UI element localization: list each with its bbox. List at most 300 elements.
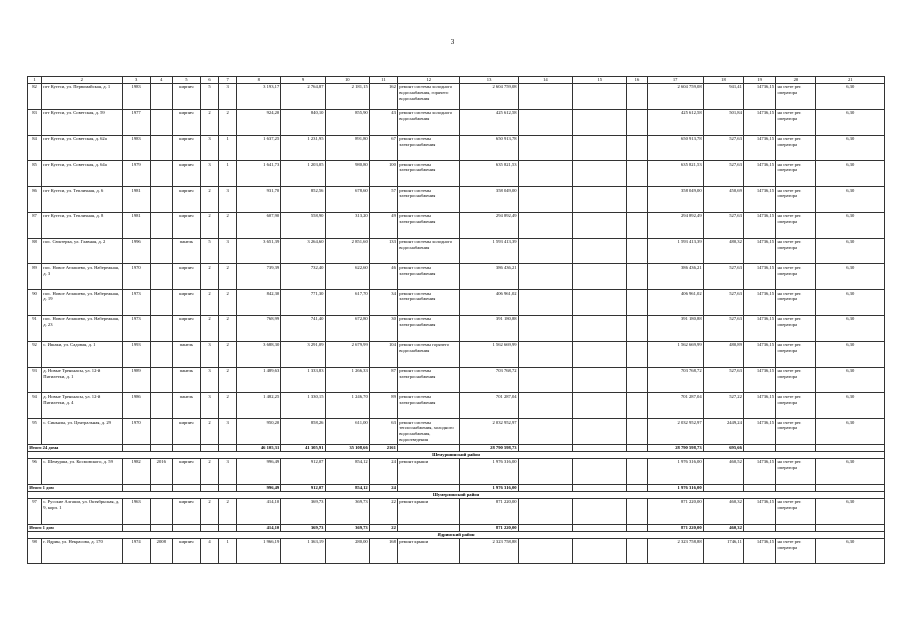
table-cell: 5 bbox=[200, 238, 218, 264]
table-cell bbox=[150, 290, 172, 316]
table-cell bbox=[150, 419, 172, 445]
table-cell bbox=[573, 187, 627, 213]
table-cell: 100 bbox=[369, 161, 397, 187]
table-cell: на счете рег. оператора bbox=[776, 161, 816, 187]
district-heading-row bbox=[28, 451, 885, 458]
table-cell: 6,30 bbox=[816, 161, 885, 187]
table-cell bbox=[518, 161, 572, 187]
table-cell: 82 bbox=[28, 84, 42, 110]
table-cell bbox=[573, 538, 627, 564]
table-cell bbox=[627, 316, 647, 342]
table-cell: 950,20 bbox=[237, 419, 281, 445]
table-cell: 1 966,19 bbox=[237, 538, 281, 564]
total-cell: 2161 bbox=[369, 444, 397, 451]
table-cell: 2 bbox=[219, 212, 237, 238]
column-number-cell: 16 bbox=[627, 77, 647, 84]
total-cell: 996,49 bbox=[237, 484, 281, 491]
total-cell bbox=[150, 524, 172, 531]
table-cell: кирпич bbox=[172, 135, 200, 161]
total-cell: 46 105,31 bbox=[237, 444, 281, 451]
table-cell: 14736,15 bbox=[744, 161, 776, 187]
table-cell: 162 bbox=[369, 84, 397, 110]
table-cell: 1981 bbox=[122, 187, 150, 213]
table-cell: 527,22 bbox=[703, 393, 743, 419]
page-number: 3 bbox=[450, 38, 455, 46]
total-row bbox=[28, 444, 885, 451]
table-cell: 1 231,95 bbox=[281, 135, 325, 161]
table-cell: 527,63 bbox=[703, 264, 743, 290]
table-cell: 2 bbox=[200, 419, 218, 445]
table-cell: 14736,15 bbox=[744, 84, 776, 110]
table-cell: 6,30 bbox=[816, 367, 885, 393]
total-label: Итого 1 дом bbox=[28, 484, 123, 491]
table-cell: 480,89 bbox=[703, 341, 743, 367]
table-cell: пгт Кугеси, ул. Тепличная, д. 6 bbox=[42, 187, 122, 213]
table-cell: на счете рег. оператора bbox=[776, 84, 816, 110]
table-cell: 86 bbox=[28, 187, 42, 213]
table-cell: 871 220,00 bbox=[460, 498, 518, 524]
table-cell: 2 032 952,97 bbox=[647, 419, 703, 445]
total-cell bbox=[703, 484, 743, 491]
total-cell bbox=[816, 484, 885, 491]
total-cell: 414,10 bbox=[237, 524, 281, 531]
table-cell: 1986 bbox=[122, 393, 150, 419]
table-cell: 2 bbox=[200, 264, 218, 290]
table-body bbox=[28, 77, 885, 564]
table-cell: 1970 bbox=[122, 419, 150, 445]
table-cell bbox=[518, 538, 572, 564]
table-row bbox=[28, 341, 885, 367]
table-cell: ремонт системы электроснабжения bbox=[398, 290, 460, 316]
total-cell: 871 220,00 bbox=[460, 524, 518, 531]
table-cell: 2 bbox=[200, 498, 218, 524]
table-cell: 2 679,99 bbox=[325, 341, 369, 367]
table-cell: 14736,15 bbox=[744, 498, 776, 524]
table-cell: 1 bbox=[219, 161, 237, 187]
table-cell: 93 bbox=[28, 367, 42, 393]
table-cell: 1 593 413,39 bbox=[647, 238, 703, 264]
table-cell: 2 604 759,08 bbox=[647, 84, 703, 110]
table-cell bbox=[627, 238, 647, 264]
total-label: Итого 24 дома bbox=[28, 444, 123, 451]
total-cell bbox=[627, 484, 647, 491]
table-cell: 941,41 bbox=[703, 84, 743, 110]
table-cell bbox=[150, 393, 172, 419]
table-cell: 1 641,73 bbox=[237, 161, 281, 187]
table-cell: 1977 bbox=[122, 109, 150, 135]
column-number-cell: 19 bbox=[744, 77, 776, 84]
table-cell: 2 323 758,88 bbox=[647, 538, 703, 564]
table-cell: 2449,24 bbox=[703, 419, 743, 445]
table-cell: кирпич bbox=[172, 84, 200, 110]
table-row bbox=[28, 316, 885, 342]
table-cell: 391 180,88 bbox=[460, 316, 518, 342]
table-cell bbox=[627, 212, 647, 238]
table-cell: 4 bbox=[200, 538, 218, 564]
table-cell: 2 bbox=[219, 109, 237, 135]
table-cell: 771,30 bbox=[281, 290, 325, 316]
table-cell: на счете рег. оператора bbox=[776, 316, 816, 342]
table-cell: 313,20 bbox=[325, 212, 369, 238]
total-cell bbox=[150, 444, 172, 451]
total-cell bbox=[172, 484, 200, 491]
total-cell bbox=[122, 484, 150, 491]
table-cell: 14736,15 bbox=[744, 458, 776, 484]
table-cell bbox=[573, 498, 627, 524]
table-cell bbox=[627, 538, 647, 564]
table-cell: 14736,15 bbox=[744, 187, 776, 213]
table-cell: 386 436,21 bbox=[460, 264, 518, 290]
total-cell bbox=[122, 524, 150, 531]
table-cell: 14736,15 bbox=[744, 367, 776, 393]
table-cell: 2 bbox=[219, 264, 237, 290]
total-cell bbox=[518, 484, 572, 491]
table-cell: пос. Новое Атлашево, ул. Набережная, д. 3 bbox=[42, 264, 122, 290]
table-cell: 1981 bbox=[122, 212, 150, 238]
table-cell bbox=[518, 498, 572, 524]
table-cell: 1 333,83 bbox=[281, 367, 325, 393]
total-cell bbox=[200, 524, 218, 531]
column-number-cell: 12 bbox=[398, 77, 460, 84]
total-cell: 912,07 bbox=[281, 484, 325, 491]
table-cell: ремонт крыши bbox=[398, 538, 460, 564]
table-cell: 855,90 bbox=[325, 109, 369, 135]
table-cell bbox=[518, 109, 572, 135]
table-cell: 3 bbox=[219, 238, 237, 264]
total-cell bbox=[744, 484, 776, 491]
table-cell: кирпич bbox=[172, 458, 200, 484]
table-cell: 94 bbox=[28, 393, 42, 419]
table-cell: 6,30 bbox=[816, 212, 885, 238]
column-number-cell: 3 bbox=[122, 77, 150, 84]
table-cell: 6,30 bbox=[816, 458, 885, 484]
table-cell: д. Новые Тренькасы, ул. 12-й Пятилетки, д. 4 bbox=[42, 393, 122, 419]
table-cell bbox=[518, 458, 572, 484]
table-cell: 1 593 413,39 bbox=[460, 238, 518, 264]
table-cell: 3 651,39 bbox=[237, 238, 281, 264]
table-cell: кирпич bbox=[172, 538, 200, 564]
table-cell bbox=[573, 458, 627, 484]
table-cell: 14736,15 bbox=[744, 264, 776, 290]
table-cell: 3 bbox=[200, 135, 218, 161]
table-cell bbox=[573, 264, 627, 290]
table-cell: 2 bbox=[219, 367, 237, 393]
table-cell: 63 bbox=[369, 419, 397, 445]
table-cell: 133 bbox=[369, 238, 397, 264]
table-cell: 6,30 bbox=[816, 109, 885, 135]
column-number-cell: 1 bbox=[28, 77, 42, 84]
table-cell: пгт Кугеси, ул. Тепличная, д. 8 bbox=[42, 212, 122, 238]
table-cell: 701 287,04 bbox=[647, 393, 703, 419]
table-cell: с. Шемурша, ул. Космовского, д. 59 bbox=[42, 458, 122, 484]
table-cell: 1 bbox=[219, 135, 237, 161]
table-cell: на счете рег. оператора bbox=[776, 458, 816, 484]
table-cell: г. Ядрин, ул. Некрасова, д. 170 bbox=[42, 538, 122, 564]
table-cell: 3 bbox=[200, 341, 218, 367]
total-cell bbox=[627, 524, 647, 531]
table-cell: ремонт системы электроснабжения bbox=[398, 393, 460, 419]
total-cell: 854,12 bbox=[325, 484, 369, 491]
table-cell: ремонт системы теплоснабжения, холодного водоснабжения, водоотведения bbox=[398, 419, 460, 445]
table-cell: 501,84 bbox=[703, 109, 743, 135]
table-cell: на счете рег. оператора bbox=[776, 212, 816, 238]
table-cell: 406 961,02 bbox=[460, 290, 518, 316]
table-cell: 358 049,00 bbox=[460, 187, 518, 213]
total-cell: 1 976 316,00 bbox=[460, 484, 518, 491]
table-cell: 1 330,15 bbox=[281, 393, 325, 419]
column-number-cell: 2 bbox=[42, 77, 122, 84]
table-cell: 6,30 bbox=[816, 393, 885, 419]
table-cell: 2 851,60 bbox=[325, 238, 369, 264]
table-cell: пос. Новое Атлашево, ул. Набережная, д. 19 bbox=[42, 290, 122, 316]
table-cell: ремонт системы электроснабжения bbox=[398, 212, 460, 238]
table-cell bbox=[573, 290, 627, 316]
table-cell bbox=[627, 419, 647, 445]
table-cell: 1979 bbox=[122, 161, 150, 187]
total-cell bbox=[200, 444, 218, 451]
table-cell: 3 264,60 bbox=[281, 238, 325, 264]
table-row bbox=[28, 84, 885, 110]
table-cell bbox=[627, 367, 647, 393]
table-cell: 168 bbox=[369, 538, 397, 564]
column-number-cell: 9 bbox=[281, 77, 325, 84]
table-cell: 46 bbox=[369, 264, 397, 290]
table-cell bbox=[573, 341, 627, 367]
table-cell bbox=[573, 109, 627, 135]
total-cell bbox=[398, 444, 460, 451]
table-cell: ремонт системы холодного водоснабжения, горячего водоснабжения bbox=[398, 84, 460, 110]
table-cell: 87 bbox=[369, 367, 397, 393]
table-cell: 98 bbox=[28, 538, 42, 564]
table-row bbox=[28, 212, 885, 238]
table-cell bbox=[573, 316, 627, 342]
table-cell: на счете рег. оператора bbox=[776, 367, 816, 393]
table-cell: 14736,15 bbox=[744, 109, 776, 135]
table-cell: д. Новые Тренькасы, ул. 12-й Пятилетки, д. 1 bbox=[42, 367, 122, 393]
total-cell bbox=[776, 444, 816, 451]
table-cell: 5 bbox=[200, 84, 218, 110]
column-number-cell: 5 bbox=[172, 77, 200, 84]
table-cell: 2 764,87 bbox=[281, 84, 325, 110]
total-cell bbox=[219, 484, 237, 491]
table-cell: 741,40 bbox=[281, 316, 325, 342]
column-number-cell: 13 bbox=[460, 77, 518, 84]
district-heading: Ядринский район bbox=[28, 531, 885, 538]
table-cell bbox=[573, 135, 627, 161]
total-cell bbox=[776, 524, 816, 531]
table-cell bbox=[627, 109, 647, 135]
table-cell bbox=[150, 367, 172, 393]
table-cell: 2 bbox=[200, 187, 218, 213]
table-cell: ремонт системы электроснабжения bbox=[398, 135, 460, 161]
table-cell: 414,10 bbox=[237, 498, 281, 524]
table-cell: 6,30 bbox=[816, 419, 885, 445]
table-cell: ремонт системы холодного водоснабжения bbox=[398, 109, 460, 135]
total-cell bbox=[200, 484, 218, 491]
table-cell: 678,60 bbox=[325, 187, 369, 213]
table-cell: 1982 bbox=[122, 458, 150, 484]
table-row bbox=[28, 393, 885, 419]
table-cell: 527,63 bbox=[703, 367, 743, 393]
table-cell bbox=[627, 393, 647, 419]
table-cell: с. Синьялы, ул. Центральная, д. 29 bbox=[42, 419, 122, 445]
table-cell: 1 489,63 bbox=[237, 367, 281, 393]
table-cell: 2 bbox=[200, 212, 218, 238]
table-cell bbox=[518, 341, 572, 367]
table-row bbox=[28, 538, 885, 564]
table-cell: 34 bbox=[369, 290, 397, 316]
table-cell: 739,39 bbox=[237, 264, 281, 290]
total-cell bbox=[744, 524, 776, 531]
table-cell: 6,30 bbox=[816, 264, 885, 290]
table-row bbox=[28, 458, 885, 484]
table-cell bbox=[518, 367, 572, 393]
table-cell: 527,63 bbox=[703, 212, 743, 238]
table-cell: 871 220,00 bbox=[647, 498, 703, 524]
table-cell bbox=[150, 187, 172, 213]
table-cell: 88 bbox=[28, 238, 42, 264]
table-cell bbox=[150, 212, 172, 238]
table-cell: на счете рег. оператора bbox=[776, 238, 816, 264]
table-cell: 2 bbox=[219, 290, 237, 316]
table-cell: 1 363,19 bbox=[281, 538, 325, 564]
table-cell: 1 562 669,99 bbox=[460, 341, 518, 367]
table-cell: 460,32 bbox=[703, 498, 743, 524]
table-cell: 650 913,78 bbox=[647, 135, 703, 161]
table-row bbox=[28, 367, 885, 393]
table-cell: 391 180,88 bbox=[647, 316, 703, 342]
table-cell: 1989 bbox=[122, 367, 150, 393]
total-cell: 695,66 bbox=[703, 444, 743, 451]
column-number-cell: 7 bbox=[219, 77, 237, 84]
table-cell: на счете рег. оператора bbox=[776, 187, 816, 213]
table-cell: 294 892,49 bbox=[647, 212, 703, 238]
table-cell: 3 bbox=[200, 367, 218, 393]
table-cell bbox=[627, 290, 647, 316]
table-cell: 980,80 bbox=[325, 161, 369, 187]
column-number-cell: 8 bbox=[237, 77, 281, 84]
table-cell: 24 bbox=[369, 458, 397, 484]
total-cell bbox=[573, 484, 627, 491]
total-row bbox=[28, 524, 885, 531]
table-cell: 1 976 316,00 bbox=[647, 458, 703, 484]
table-cell: кирпич bbox=[172, 212, 200, 238]
table-cell: 2 bbox=[219, 498, 237, 524]
table-cell: 96 bbox=[28, 458, 42, 484]
table-cell bbox=[150, 341, 172, 367]
table-cell: 924,20 bbox=[237, 109, 281, 135]
table-cell: 95 bbox=[28, 419, 42, 445]
total-cell bbox=[398, 524, 460, 531]
total-cell: 460,32 bbox=[703, 524, 743, 531]
table-cell: 931,70 bbox=[237, 187, 281, 213]
table-cell: ремонт крыши bbox=[398, 498, 460, 524]
table-cell bbox=[573, 367, 627, 393]
column-number-cell: 11 bbox=[369, 77, 397, 84]
table-cell: 369,73 bbox=[281, 498, 325, 524]
total-cell bbox=[816, 444, 885, 451]
table-cell: на счете рег. оператора bbox=[776, 290, 816, 316]
table-cell: 611,00 bbox=[325, 419, 369, 445]
table-cell: 2 604 759,08 bbox=[460, 84, 518, 110]
table-cell: панель bbox=[172, 341, 200, 367]
total-cell: 871 220,00 bbox=[647, 524, 703, 531]
table-cell: 732,40 bbox=[281, 264, 325, 290]
total-cell bbox=[122, 444, 150, 451]
table-cell: 104 bbox=[369, 341, 397, 367]
table-cell: 3 193,17 bbox=[237, 84, 281, 110]
total-cell bbox=[219, 524, 237, 531]
table-cell: 6,30 bbox=[816, 538, 885, 564]
table-cell: 90 bbox=[28, 290, 42, 316]
table-cell: 89 bbox=[28, 264, 42, 290]
table-cell: кирпич bbox=[172, 316, 200, 342]
table-cell: 14736,15 bbox=[744, 212, 776, 238]
table-cell: 460,52 bbox=[703, 458, 743, 484]
table-cell bbox=[573, 161, 627, 187]
table-cell: 1 bbox=[219, 538, 237, 564]
table-cell: 3 bbox=[200, 161, 218, 187]
table-cell: 6,30 bbox=[816, 238, 885, 264]
table-cell bbox=[573, 212, 627, 238]
table-cell: 854,12 bbox=[325, 458, 369, 484]
table-cell bbox=[627, 135, 647, 161]
table-cell: 1974 bbox=[122, 538, 150, 564]
table-cell bbox=[627, 187, 647, 213]
table-cell: 617,70 bbox=[325, 290, 369, 316]
table-cell: панель bbox=[172, 393, 200, 419]
table-cell: 406 961,02 bbox=[647, 290, 703, 316]
total-cell bbox=[398, 484, 460, 491]
total-row bbox=[28, 484, 885, 491]
table-cell: 1 637,25 bbox=[237, 135, 281, 161]
table-cell bbox=[150, 238, 172, 264]
table-cell: 650 913,78 bbox=[460, 135, 518, 161]
table-cell: 1983 bbox=[122, 135, 150, 161]
table-cell bbox=[518, 84, 572, 110]
table-cell: на счете рег. оператора bbox=[776, 498, 816, 524]
total-cell: 1 976 316,00 bbox=[647, 484, 703, 491]
table-cell bbox=[518, 135, 572, 161]
table-cell: 558,90 bbox=[281, 212, 325, 238]
district-heading-row bbox=[28, 491, 885, 498]
table-cell: 701 287,04 bbox=[460, 393, 518, 419]
table-cell: ремонт крыши bbox=[398, 458, 460, 484]
table-cell: 1973 bbox=[122, 316, 150, 342]
table-cell: 852,56 bbox=[281, 187, 325, 213]
table-cell: 840,10 bbox=[281, 109, 325, 135]
table-cell: с. Ишаки, ул. Садовая, д. 1 bbox=[42, 341, 122, 367]
table-cell bbox=[627, 264, 647, 290]
total-cell bbox=[776, 484, 816, 491]
table-cell: 14736,15 bbox=[744, 290, 776, 316]
table-cell: пос. Новое Атлашево, ул. Набережная, д. 23 bbox=[42, 316, 122, 342]
total-cell bbox=[150, 484, 172, 491]
table-cell: 842,30 bbox=[237, 290, 281, 316]
table-cell: 57 bbox=[369, 187, 397, 213]
table-cell: 6,30 bbox=[816, 341, 885, 367]
table-cell: ремонт системы электроснабжения bbox=[398, 316, 460, 342]
table-cell: 386 436,21 bbox=[647, 264, 703, 290]
table-row bbox=[28, 498, 885, 524]
table-cell: 622,60 bbox=[325, 264, 369, 290]
table-cell bbox=[150, 135, 172, 161]
table-cell: 425 612,58 bbox=[647, 109, 703, 135]
table-cell: 6,30 bbox=[816, 84, 885, 110]
table-cell bbox=[518, 393, 572, 419]
table-cell: 280,00 bbox=[325, 538, 369, 564]
table-cell bbox=[627, 161, 647, 187]
